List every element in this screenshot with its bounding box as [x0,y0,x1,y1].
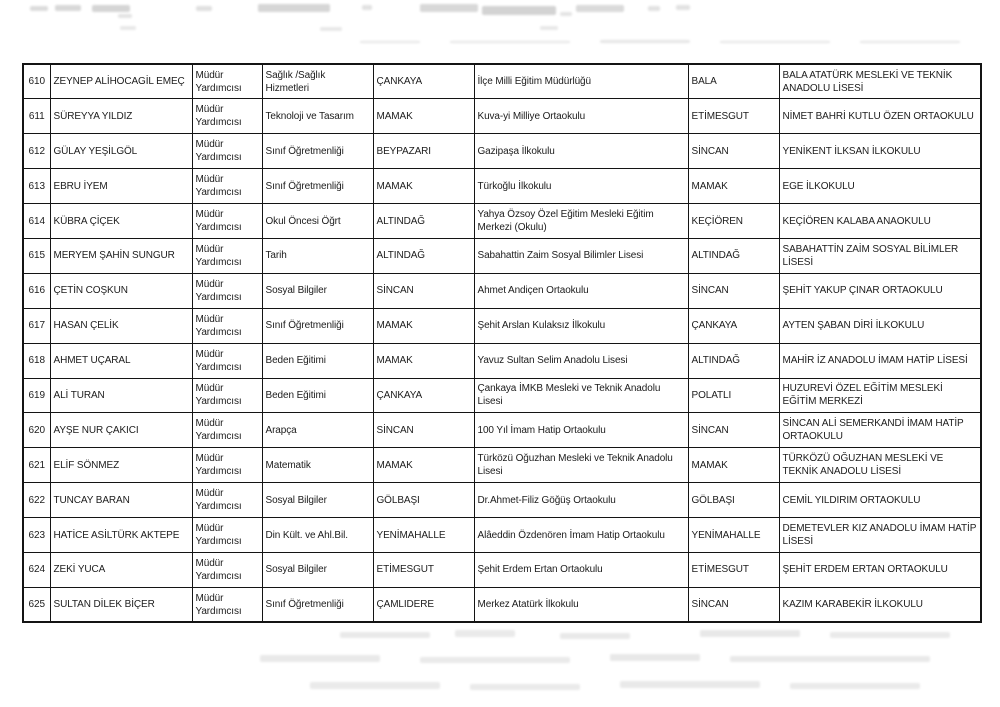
scan-artifact [676,5,690,10]
cell-school-from: Merkez Atatürk İlkokulu [474,587,688,622]
cell-district-from: MAMAK [373,99,474,134]
cell-district-to: ALTINDAĞ [688,238,779,273]
cell-district-from: SİNCAN [373,413,474,448]
cell-branch: Sosyal Bilgiler [262,552,373,587]
cell-name: TUNCAY BARAN [50,483,192,518]
scan-artifact [120,26,136,30]
cell-name: ALİ TURAN [50,378,192,413]
cell-district-to: SİNCAN [688,587,779,622]
cell-school-from: Sabahattin Zaim Sosyal Bilimler Lisesi [474,238,688,273]
cell-school-from: Alâeddin Özdenören İmam Hatip Ortaokulu [474,518,688,553]
cell-title: Müdür Yardımcısı [192,483,262,518]
cell-district-to: ETİMESGUT [688,552,779,587]
scan-artifact [30,6,48,11]
cell-no: 620 [23,413,50,448]
cell-title: Müdür Yardımcısı [192,448,262,483]
cell-no: 618 [23,343,50,378]
scan-artifact [576,5,624,12]
table-row [23,587,981,622]
cell-title: Müdür Yardımcısı [192,343,262,378]
cell-school-to: SABAHATTİN ZAİM SOSYAL BİLİMLER LİSESİ [779,238,981,273]
cell-district-to: MAMAK [688,169,779,204]
cell-branch: Beden Eğitimi [262,378,373,413]
cell-title: Müdür Yardımcısı [192,587,262,622]
scan-artifact [55,5,81,11]
cell-title: Müdür Yardımcısı [192,518,262,553]
table-row [23,448,981,483]
cell-name: EBRU İYEM [50,169,192,204]
table-row [23,134,981,169]
cell-no: 611 [23,99,50,134]
scan-artifact [455,630,515,637]
cell-district-from: GÖLBAŞI [373,483,474,518]
table-row [23,552,981,587]
cell-name: ÇETİN COŞKUN [50,273,192,308]
cell-title: Müdür Yardımcısı [192,169,262,204]
cell-name: HASAN ÇELİK [50,308,192,343]
scan-artifact [310,682,440,689]
cell-school-from: Şehit Erdem Ertan Ortaokulu [474,552,688,587]
cell-school-from: Dr.Ahmet-Filiz Göğüş Ortaokulu [474,483,688,518]
cell-branch: Sosyal Bilgiler [262,483,373,518]
scan-artifact [830,632,950,638]
cell-district-from: MAMAK [373,169,474,204]
cell-branch: Beden Eğitimi [262,343,373,378]
cell-title: Müdür Yardımcısı [192,238,262,273]
table-row [23,273,981,308]
scan-artifact [648,6,660,11]
cell-district-from: SİNCAN [373,273,474,308]
cell-name: ZEYNEP ALİHOCAGİL EMEÇ [50,64,192,99]
cell-school-from: İlçe Milli Eğitim Müdürlüğü [474,64,688,99]
cell-branch: Tarih [262,238,373,273]
cell-branch: Sınıf Öğretmenliği [262,134,373,169]
cell-no: 622 [23,483,50,518]
cell-school-to: MAHİR İZ ANADOLU İMAM HATİP LİSESİ [779,343,981,378]
cell-district-from: ÇAMLIDERE [373,587,474,622]
scan-artifact [420,657,570,663]
scan-artifact [540,26,558,30]
cell-school-to: TÜRKÖZÜ OĞUZHAN MESLEKİ VE TEKNİK ANADOLU LİSESİ [779,448,981,483]
cell-district-to: SİNCAN [688,413,779,448]
cell-district-from: ALTINDAĞ [373,204,474,239]
cell-branch: Okul Öncesi Öğrt [262,204,373,239]
cell-district-to: GÖLBAŞI [688,483,779,518]
scan-artifact [470,684,580,690]
cell-branch: Teknoloji ve Tasarım [262,99,373,134]
cell-school-from: Kuva-yi Milliye Ortaokulu [474,99,688,134]
cell-district-from: ÇANKAYA [373,64,474,99]
cell-school-from: Gazipaşa İlkokulu [474,134,688,169]
cell-no: 614 [23,204,50,239]
cell-branch: Sınıf Öğretmenliği [262,308,373,343]
scan-artifact [420,4,478,12]
cell-title: Müdür Yardımcısı [192,64,262,99]
cell-no: 610 [23,64,50,99]
assignment-table [22,63,982,623]
cell-branch: Sınıf Öğretmenliği [262,587,373,622]
cell-title: Müdür Yardımcısı [192,552,262,587]
cell-name: ZEKİ YUCA [50,552,192,587]
cell-school-from: 100 Yıl İmam Hatip Ortaokulu [474,413,688,448]
cell-branch: Sınıf Öğretmenliği [262,169,373,204]
scan-artifact [360,41,420,43]
cell-name: SULTAN DİLEK BİÇER [50,587,192,622]
table-row [23,308,981,343]
cell-no: 625 [23,587,50,622]
cell-name: AHMET UÇARAL [50,343,192,378]
table-row [23,169,981,204]
scan-artifact [258,4,330,12]
cell-school-to: ŞEHİT YAKUP ÇINAR ORTAOKULU [779,273,981,308]
cell-school-from: Türközü Oğuzhan Mesleki ve Teknik Anadolu Lisesi [474,448,688,483]
cell-district-from: BEYPAZARI [373,134,474,169]
cell-district-from: MAMAK [373,343,474,378]
cell-no: 619 [23,378,50,413]
cell-title: Müdür Yardımcısı [192,273,262,308]
cell-no: 624 [23,552,50,587]
cell-school-to: DEMETEVLER KIZ ANADOLU İMAM HATİP LİSESİ [779,518,981,553]
cell-school-from: Yavuz Sultan Selim Anadolu Lisesi [474,343,688,378]
cell-district-to: SİNCAN [688,134,779,169]
cell-school-from: Türkoğlu İlkokulu [474,169,688,204]
scan-artifact [730,656,930,662]
cell-district-from: MAMAK [373,448,474,483]
scan-artifact [320,27,342,31]
cell-district-from: ALTINDAĞ [373,238,474,273]
cell-district-from: MAMAK [373,308,474,343]
scan-artifact [92,5,130,12]
scan-artifact [450,41,570,43]
cell-district-from: ÇANKAYA [373,378,474,413]
table-row [23,518,981,553]
cell-no: 613 [23,169,50,204]
cell-school-from: Ahmet Andiçen Ortaokulu [474,273,688,308]
scan-artifact [720,41,830,43]
cell-no: 612 [23,134,50,169]
cell-name: GÜLAY YEŞİLGÖL [50,134,192,169]
table-row [23,343,981,378]
scan-artifact [790,683,920,689]
cell-name: KÜBRA ÇİÇEK [50,204,192,239]
cell-title: Müdür Yardımcısı [192,378,262,413]
table-row [23,238,981,273]
table-row [23,413,981,448]
cell-branch: Sağlık /Sağlık Hizmetleri [262,64,373,99]
table-row [23,483,981,518]
cell-school-to: KAZIM KARABEKİR İLKOKULU [779,587,981,622]
scan-artifact [560,633,630,639]
cell-school-from: Yahya Özsoy Özel Eğitim Mesleki Eğitim Merkezi (Okulu) [474,204,688,239]
cell-district-to: ETİMESGUT [688,99,779,134]
cell-branch: Sosyal Bilgiler [262,273,373,308]
scan-artifact [860,41,960,43]
table-row [23,204,981,239]
scan-artifact [700,630,800,637]
cell-district-to: ÇANKAYA [688,308,779,343]
scan-artifact [340,632,430,638]
cell-district-to: ALTINDAĞ [688,343,779,378]
scan-artifact [482,6,556,15]
cell-title: Müdür Yardımcısı [192,413,262,448]
cell-district-to: YENİMAHALLE [688,518,779,553]
scan-artifact [362,5,372,10]
cell-school-to: BALA ATATÜRK MESLEKİ VE TEKNİK ANADOLU LİSESİ [779,64,981,99]
cell-district-from: YENİMAHALLE [373,518,474,553]
scan-artifact [118,14,132,18]
scan-artifact [600,40,690,43]
cell-no: 616 [23,273,50,308]
cell-name: HATİCE ASİLTÜRK AKTEPE [50,518,192,553]
cell-district-to: KEÇİÖREN [688,204,779,239]
cell-no: 623 [23,518,50,553]
scan-artifact [260,655,380,662]
table-row [23,99,981,134]
cell-branch: Arapça [262,413,373,448]
cell-school-to: CEMİL YILDIRIM ORTAOKULU [779,483,981,518]
cell-school-to: ŞEHİT ERDEM ERTAN ORTAOKULU [779,552,981,587]
cell-title: Müdür Yardımcısı [192,204,262,239]
cell-title: Müdür Yardımcısı [192,308,262,343]
cell-branch: Din Kült. ve Ahl.Bil. [262,518,373,553]
cell-district-to: MAMAK [688,448,779,483]
cell-school-to: HUZUREVİ ÖZEL EĞİTİM MESLEKİ EĞİTİM MERKEZİ [779,378,981,413]
cell-no: 615 [23,238,50,273]
scan-artifact [620,681,760,688]
cell-name: AYŞE NUR ÇAKICI [50,413,192,448]
cell-title: Müdür Yardımcısı [192,134,262,169]
cell-name: SÜREYYA YILDIZ [50,99,192,134]
cell-district-to: BALA [688,64,779,99]
cell-school-to: YENİKENT İLKSAN İLKOKULU [779,134,981,169]
cell-school-from: Çankaya İMKB Mesleki ve Teknik Anadolu Lisesi [474,378,688,413]
scan-artifact [610,654,700,661]
cell-name: ELİF SÖNMEZ [50,448,192,483]
table-row [23,64,981,99]
cell-school-to: KEÇİÖREN KALABA ANAOKULU [779,204,981,239]
cell-branch: Matematik [262,448,373,483]
table-body [23,64,981,622]
cell-title: Müdür Yardımcısı [192,99,262,134]
cell-school-to: NİMET BAHRİ KUTLU ÖZEN ORTAOKULU [779,99,981,134]
cell-district-to: SİNCAN [688,273,779,308]
cell-school-from: Şehit Arslan Kulaksız İlkokulu [474,308,688,343]
table-row [23,378,981,413]
cell-no: 621 [23,448,50,483]
cell-no: 617 [23,308,50,343]
cell-school-to: SİNCAN ALİ SEMERKANDİ İMAM HATİP ORTAOKULU [779,413,981,448]
cell-name: MERYEM ŞAHİN SUNGUR [50,238,192,273]
scan-artifact [560,12,572,16]
cell-school-to: AYTEN ŞABAN DİRİ İLKOKULU [779,308,981,343]
scan-artifact [196,6,212,11]
cell-district-from: ETİMESGUT [373,552,474,587]
cell-school-to: EGE İLKOKULU [779,169,981,204]
cell-district-to: POLATLI [688,378,779,413]
